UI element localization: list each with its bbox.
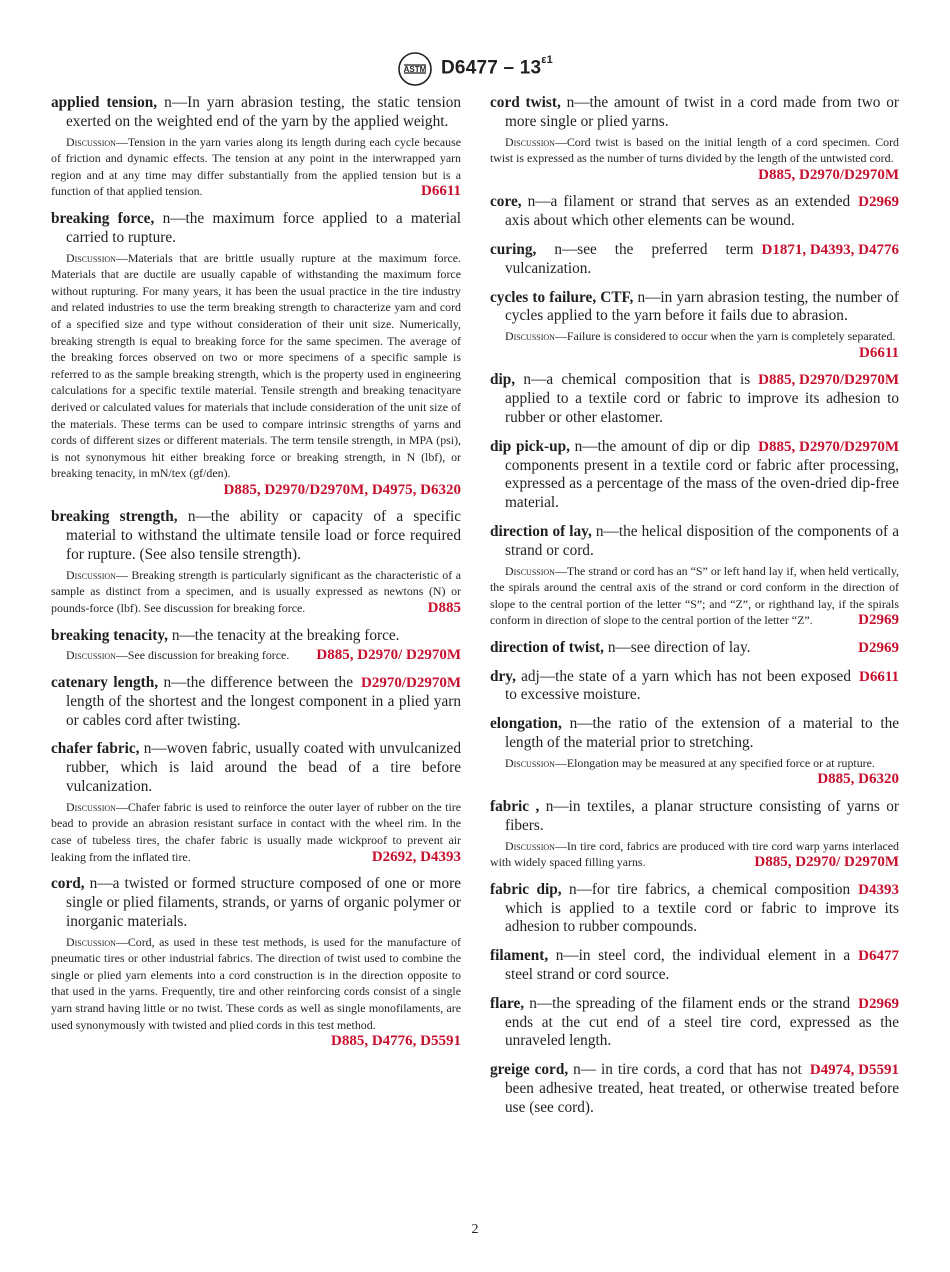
- right-column: [490, 94, 899, 1128]
- reference-designations: D885, D2970/D2970M, D4975, D6320: [223, 481, 461, 498]
- glossary-entry: [490, 639, 899, 658]
- term: dip,: [490, 371, 516, 389]
- term: direction of twist,: [490, 638, 605, 656]
- definition-text: n—the ratio of the extension of a material to the length of the material prior to stretching.: [505, 715, 900, 752]
- discussion-paragraph: [51, 134, 461, 200]
- discussion-label: Discussion: [66, 567, 116, 582]
- glossary-entry: [490, 1061, 899, 1117]
- definition-text: n—in steel cord, the individual element in a steel strand or cord source.: [505, 947, 851, 984]
- definition-paragraph: [490, 193, 899, 231]
- reference-designations: D885, D2970/ D2970M: [754, 854, 899, 871]
- definition-paragraph: [490, 715, 899, 753]
- term: filament,: [490, 947, 549, 965]
- definition-paragraph: [490, 798, 899, 836]
- reference-designations: D885, D2970/ D2970M: [316, 647, 461, 664]
- definition-paragraph: [490, 523, 899, 561]
- definition-paragraph: [490, 947, 899, 985]
- definition-text: n—the spreading of the filament ends or the strand ends at the cut end of a steel tire cord, expressed as the unraveled length.: [505, 994, 899, 1050]
- term: breaking strength,: [51, 508, 178, 526]
- discussion-paragraph: [51, 250, 461, 498]
- definition-paragraph: [490, 241, 899, 279]
- discussion-text: —In tire cord, fabrics are produced with tire cord warp yarns interlaced with widely spaced filling yarns.: [490, 838, 899, 870]
- discussion-text: —Materials that are brittle usually rupture at the maximum force. Materials that are ductile are usually capable of withstanding the maximum force without rupturing. For many years, it has been the usual practice in the tire industry and related industries to use the term breaking strength to characterize yarn and cord of a specified size and type without consideration of their unit size. Numerically, breaking strength is equal to breaking force for the same specimen. The average of the breaking forces observed on two or more specimens of a specific sample is referred to as the sample breaking strength, which is the property used in engineering calculations for a specific textile material. Tensile strength and breaking tenacityare derived or calculated values for materials that include consideration of the unit size of the materials. These terms can be used to compare intrinsic strengths of yarns and cords of different sizes or different materials. The term tensile strength, in MPA (psi), is not synonymous hit either breaking force or breaking strength, in N (lbf), or breaking tenacity, in mN/tex (gf/den).: [51, 250, 461, 481]
- reference-designations: D4974, D5591: [809, 1062, 899, 1079]
- discussion-paragraph: [51, 934, 461, 1050]
- definition-text: n—see direction of lay.: [607, 638, 751, 656]
- reference-designations: D2969: [858, 612, 899, 629]
- reference-designations: D2969: [858, 194, 899, 211]
- glossary-entry: [490, 193, 899, 231]
- discussion-text: —Tension in the yarn varies along its length during each cycle because of friction and dynamic effects. The tension at any point in the interwrapped yarn region and at any time may differ substantially from the applied tension but is a function of that applied tension.: [51, 134, 461, 199]
- term: catenary length,: [51, 674, 159, 692]
- discussion-text: —See discussion for breaking force.: [115, 648, 290, 663]
- definition-text: n—a filament or strand that serves as an extended axis about which other elements can be wound.: [505, 193, 851, 230]
- glossary-entry: [51, 740, 461, 865]
- definition-text: n—the maximum force applied to a material carried to rupture.: [66, 209, 462, 246]
- definition-paragraph: [51, 508, 461, 564]
- discussion-paragraph: [51, 799, 461, 865]
- discussion-paragraph: [490, 134, 899, 183]
- discussion-paragraph: [490, 838, 899, 871]
- astm-logo-icon: [398, 52, 432, 86]
- discussion-text: —The strand or cord has an “S” or left hand lay if, when held vertically, the spirals around the central axis of the strand or cord conform in the direction of slope to the central portion of the letter “S”; and “Z”, or righthand lay, if the spirals conform in direction of slope to the central portion of the letter “Z”.: [490, 563, 899, 628]
- discussion-text: —Elongation may be measured at any specified force or at rupture.: [554, 755, 875, 770]
- glossary-entry: [51, 875, 461, 1050]
- reference-designations: D6611: [420, 183, 461, 200]
- definition-paragraph: [490, 371, 899, 427]
- reference-designations: D6611: [858, 668, 899, 685]
- definition-paragraph: [490, 668, 899, 706]
- reference-designations: D885, D2970/D2970M: [758, 166, 899, 183]
- definition-text: n—In yarn abrasion testing, the static tension exerted on the weighted end of the yarn by the applied weight.: [66, 94, 462, 130]
- glossary-entry: [490, 798, 899, 871]
- glossary-entry: [51, 508, 461, 616]
- definition-text: n—the difference between the length of the shortest and the longest component in a plied yarn or cables cord after twisting.: [66, 674, 461, 729]
- definition-text: n—the amount of dip or dip components present in a textile cord or fabric after processing, expressed as a percentage of the mass of the oven-dried dip-free material.: [505, 437, 899, 512]
- reference-designations: D1871, D4393, D4776: [761, 241, 899, 258]
- discussion-paragraph: [490, 328, 899, 361]
- glossary-entry: [490, 438, 899, 513]
- definition-text: n—the amount of twist in a cord made from two or more single or plied yarns.: [505, 94, 899, 130]
- term: flare,: [490, 994, 525, 1012]
- reference-designations: D2969: [858, 639, 899, 656]
- glossary-entry: [490, 881, 899, 937]
- definition-paragraph: [51, 627, 461, 646]
- definition-text: n—the helical disposition of the components of a strand or cord.: [505, 522, 899, 559]
- discussion-label: Discussion: [505, 563, 555, 578]
- discussion-label: Discussion: [66, 934, 116, 949]
- term: curing,: [490, 240, 537, 258]
- definition-paragraph: [490, 438, 899, 513]
- discussion-text: —Failure is considered to occur when the yarn is completely separated.: [554, 329, 896, 344]
- term: elongation,: [490, 715, 562, 733]
- discussion-label: Discussion: [66, 250, 116, 265]
- glossary-entry: [490, 947, 899, 985]
- definition-paragraph: [51, 210, 461, 248]
- glossary-entry: [51, 94, 461, 200]
- definition-text: n—the ability or capacity of a specific material to withstand the ultimate tensile load or force required for rupture. (See also tensile strength).: [66, 508, 461, 564]
- glossary-entry: [490, 715, 899, 788]
- glossary-entry: [490, 995, 899, 1051]
- definition-text: n—a twisted or formed structure composed of one or more single or plied filaments, strands, or yarns of organic polymer or inorganic materials.: [66, 875, 461, 930]
- definition-paragraph: [490, 995, 899, 1051]
- definition-text: n—the tenacity at the breaking force.: [171, 626, 400, 644]
- glossary-entry: [490, 241, 899, 279]
- glossary-entry: [490, 668, 899, 706]
- term: dry,: [490, 667, 516, 685]
- definition-paragraph: [490, 94, 899, 132]
- discussion-text: —Cord, as used in these test methods, is used for the manufacture of pneumatic tires or other industrial fabrics. The direction of twist used to combine the single or plied yarn elements into a cord construction is in the direction opposite to that used in the yarns. Frequently, tire and other reinforcing cords consist of a single yarn strand having little or no twist. These cords as well as single monofilaments, are used synonymously with twisted and plied cords in this test method.: [51, 934, 461, 1032]
- left-column: [51, 94, 461, 1060]
- term: breaking tenacity,: [51, 626, 168, 644]
- reference-designations: D6611: [858, 344, 899, 361]
- definition-paragraph: [490, 639, 899, 658]
- discussion-label: Discussion: [505, 134, 555, 149]
- definition-text: n— in tire cords, a cord that has not been adhesive treated, heat treated, or otherwise treated before use (see cord).: [505, 1061, 899, 1116]
- term: cord,: [51, 875, 85, 893]
- term: cord twist,: [490, 94, 561, 111]
- document-designation: $D6477 - 13^{\varepsilon 1}$: [441, 54, 553, 79]
- term: cycles to failure, CTF,: [490, 288, 634, 306]
- definition-text: n—a chemical composition that is applied to a textile cord or fabric to improve its adhesion to rubber or other elastomer.: [505, 371, 899, 426]
- definition-text: adj—the state of a yarn which has not been exposed to excessive moisture.: [505, 667, 851, 704]
- discussion-paragraph: [490, 755, 899, 788]
- logo-text: ASTM: [403, 65, 427, 74]
- glossary-entry: [51, 210, 461, 499]
- glossary-entry: [490, 289, 899, 362]
- reference-designations: D885, D2970/D2970M: [758, 438, 899, 455]
- page-header: [0, 52, 950, 88]
- page-number: 2: [471, 1222, 479, 1237]
- term: direction of lay,: [490, 522, 592, 540]
- glossary-entry: [490, 371, 899, 427]
- definition-text: n—see the preferred term vulcanization.: [505, 240, 754, 277]
- reference-designations: D885, D4776, D5591: [331, 1033, 461, 1050]
- term: chafer fabric,: [51, 740, 140, 758]
- definition-paragraph: [51, 674, 461, 730]
- discussion-paragraph: [490, 563, 899, 629]
- discussion-label: Discussion: [505, 838, 555, 853]
- glossary-entry: [490, 94, 899, 183]
- discussion-text: —Cord twist is based on the initial length of a cord specimen. Cord twist is expressed as the number of turns divided by the length of the untwisted cord.: [490, 134, 899, 166]
- glossary-entry: [490, 523, 899, 629]
- definition-paragraph: [51, 875, 461, 931]
- term: fabric ,: [490, 798, 540, 816]
- definition-text: n—for tire fabrics, a chemical composition which is applied to a textile cord or fabric to improve its adhesion to rubber compounds.: [505, 880, 899, 936]
- discussion-label: Discussion: [505, 329, 555, 344]
- glossary-entry: [51, 674, 461, 730]
- term: greige cord,: [490, 1061, 569, 1079]
- definition-text: n—in textiles, a planar structure consisting of yarns or fibers.: [505, 798, 899, 834]
- discussion-text: —Chafer fabric is used to reinforce the outer layer of rubber on the tire bead to provide an abrasion resistant surface in contact with the wheel rim. In the case of tubeless tires, the chafer fabric is usually made wickproof to prevent air leaking from the inflated tire.: [51, 799, 461, 864]
- discussion-label: Discussion: [66, 134, 116, 149]
- glossary-entry: [51, 627, 461, 664]
- reference-designations: D885, D2970/D2970M: [758, 372, 899, 389]
- reference-designations: D2969: [858, 995, 899, 1012]
- discussion-paragraph: [51, 567, 461, 617]
- definition-paragraph: [490, 289, 899, 327]
- definition-text: n—woven fabric, usually coated with unvulcanized rubber, which is laid around the bead of a tire before vulcanization.: [66, 740, 461, 796]
- term: dip pick-up,: [490, 437, 570, 455]
- term: breaking force,: [51, 209, 155, 227]
- definition-paragraph: [51, 94, 461, 132]
- definition-paragraph: [490, 881, 899, 937]
- definition-paragraph: [51, 740, 461, 796]
- discussion-label: Discussion: [66, 648, 116, 663]
- definition-paragraph: [490, 1061, 899, 1117]
- discussion-text: — Breaking strength is particularly significant as the characteristic of a sample as distinct from a specimen, and is usually expressed as newtons (N) or pounds-force (lbf). See discussion for breaking force.: [51, 567, 461, 616]
- discussion-label: Discussion: [505, 755, 555, 770]
- discussion-label: Discussion: [66, 799, 116, 814]
- term: fabric dip,: [490, 880, 562, 898]
- term: applied tension,: [51, 94, 158, 111]
- definition-text: n—in yarn abrasion testing, the number of cycles applied to the yarn before it fails due to abrasion.: [505, 288, 899, 325]
- reference-designations: D6477: [858, 948, 899, 965]
- reference-designations: D2970/D2970M: [361, 675, 461, 692]
- designation-superscript: ε1: [541, 54, 553, 66]
- term: core,: [490, 193, 522, 211]
- discussion-paragraph: [51, 647, 461, 664]
- reference-designations: D4393: [858, 881, 899, 898]
- reference-designations: D885: [427, 600, 461, 617]
- reference-designations: D2692, D4393: [371, 848, 461, 865]
- reference-designations: D885, D6320: [817, 771, 899, 788]
